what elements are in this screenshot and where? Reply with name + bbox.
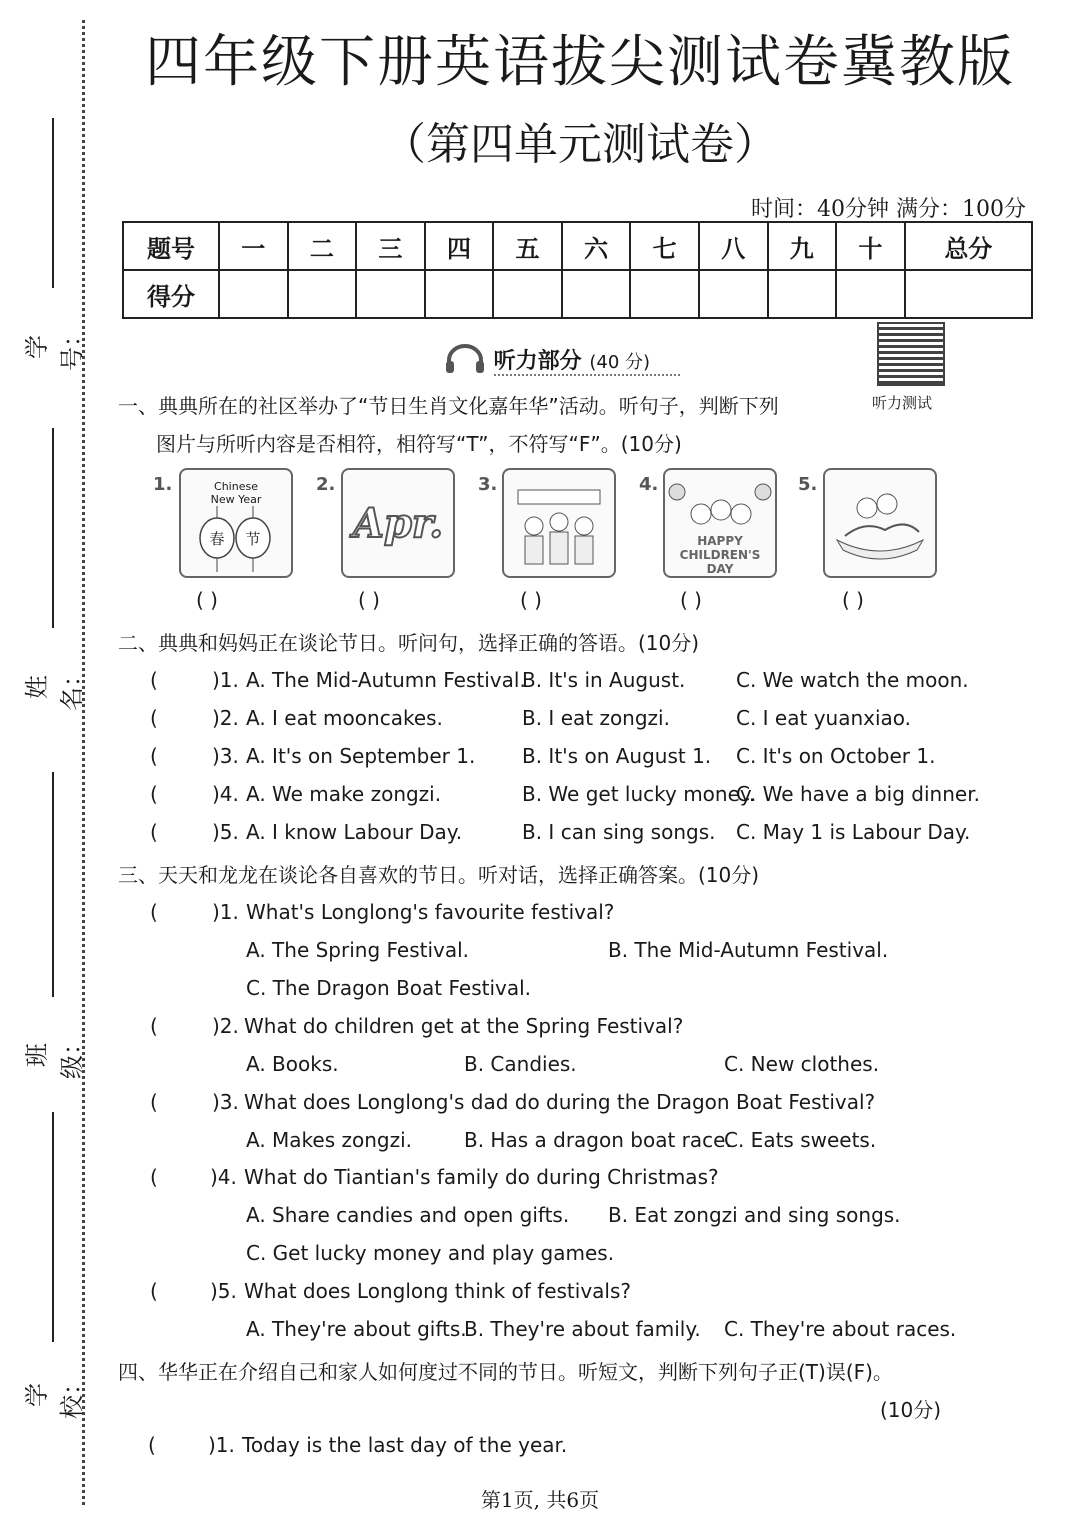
score-header-cell: 总分	[905, 222, 1032, 270]
question-text: What does Longlong's dad do during the Dragon Boat Festival?	[244, 1090, 876, 1114]
question-number: )4.	[212, 782, 239, 806]
option-b: B. They're about family.	[464, 1317, 701, 1341]
score-cell[interactable]	[356, 270, 425, 318]
question-number: )1.	[208, 1433, 235, 1457]
score-cell[interactable]	[493, 270, 562, 318]
answer-blank[interactable]: (	[150, 1165, 158, 1189]
score-header-cell: 一	[219, 222, 288, 270]
listening-title: 听力部分	[493, 349, 582, 374]
score-table	[122, 221, 1033, 319]
answer-blank[interactable]: (	[150, 1014, 158, 1038]
picture-caption: HAPPY CHILDREN'S DAY	[679, 534, 761, 576]
picture-number: 5.	[798, 474, 818, 495]
lantern-char: 节	[245, 530, 261, 548]
score-header-cell: 十	[836, 222, 905, 270]
section4-points: (10分)	[880, 1398, 942, 1422]
score-cell[interactable]	[288, 270, 357, 318]
answer-blank[interactable]: (	[150, 782, 158, 806]
option-c: C. New clothes.	[724, 1052, 880, 1076]
picture-number: 3.	[478, 474, 498, 495]
option-a: A. Books.	[246, 1052, 339, 1076]
option-c: C. I eat yuanxiao.	[736, 706, 912, 730]
picture-dragon-boat	[823, 468, 937, 578]
time-info: 时间：40分钟 满分：100分	[751, 197, 1026, 222]
binding-dotted-line	[82, 20, 85, 1505]
option-b: B. Eat zongzi and sing songs.	[608, 1203, 901, 1227]
picture-caption: Chinese New Year	[210, 480, 262, 506]
student-id-blank[interactable]	[52, 118, 54, 288]
score-cell[interactable]	[219, 270, 288, 318]
listening-points: (40 分)	[589, 352, 651, 373]
score-header-cell: 六	[562, 222, 631, 270]
section1-heading-line1: 一、典典所在的社区举办了“节日生肖文化嘉年华”活动。听句子，判断下列	[118, 394, 779, 418]
question-number: )2.	[212, 1014, 239, 1038]
answer-blank[interactable]: (	[150, 820, 158, 844]
score-cell[interactable]	[425, 270, 494, 318]
option-a: A. It's on September 1.	[246, 744, 476, 768]
answer-blank[interactable]: ( )	[680, 588, 702, 612]
score-header-cell: 五	[493, 222, 562, 270]
option-c: C. We watch the moon.	[736, 668, 969, 692]
answer-blank[interactable]: (	[150, 1279, 158, 1303]
question-text: What do Tiantian's family do during Christmas?	[244, 1165, 719, 1189]
school-blank[interactable]	[52, 1112, 54, 1342]
class-blank[interactable]	[52, 772, 54, 997]
option-c: C. Get lucky money and play games.	[246, 1241, 615, 1265]
picture-caption: Apr.	[352, 499, 444, 547]
section2-heading: 二、典典和妈妈正在谈论节日。听问句，选择正确的答语。(10分)	[118, 631, 700, 655]
lantern-char: 春	[209, 530, 225, 548]
answer-blank[interactable]: (	[150, 900, 158, 924]
answer-blank[interactable]: ( )	[196, 588, 218, 612]
option-c: C. Eats sweets.	[724, 1128, 877, 1152]
listening-underline	[494, 374, 680, 376]
picture-number: 1.	[153, 474, 173, 495]
option-a: A. We make zongzi.	[246, 782, 442, 806]
option-b: B. We get lucky money.	[522, 782, 756, 806]
option-a: A. The Spring Festival.	[246, 938, 470, 962]
section4-heading: 四、华华正在介绍自己和家人如何度过不同的节日。听短文，判断下列句子正(T)误(F)。	[118, 1360, 893, 1384]
answer-blank[interactable]: (	[150, 706, 158, 730]
question-text: What do children get at the Spring Festival?	[244, 1014, 684, 1038]
section1-heading-line2: 图片与所听内容是否相符，相符写“T”，不符写“F”。(10分)	[156, 432, 682, 456]
option-a: A. I know Labour Day.	[246, 820, 463, 844]
option-c: C. The Dragon Boat Festival.	[246, 976, 532, 1000]
score-cell[interactable]	[768, 270, 837, 318]
question-number: )1.	[212, 668, 239, 692]
answer-blank[interactable]: ( )	[520, 588, 542, 612]
dragon-boat-icon	[825, 470, 935, 576]
page-footer: 第1页, 共6页	[480, 1488, 600, 1512]
name-blank[interactable]	[52, 428, 54, 628]
answer-blank[interactable]: ( )	[358, 588, 380, 612]
picture-number: 2.	[316, 474, 336, 495]
answer-blank[interactable]: (	[150, 668, 158, 692]
score-header-cell: 八	[699, 222, 768, 270]
answer-blank[interactable]: ( )	[842, 588, 864, 612]
picture-childrens-day	[663, 468, 777, 578]
score-cell[interactable]	[836, 270, 905, 318]
question-number: )5.	[210, 1279, 237, 1303]
name-label: 姓名：	[23, 663, 86, 711]
option-b: B. The Mid-Autumn Festival.	[608, 938, 889, 962]
score-cell[interactable]	[630, 270, 699, 318]
answer-blank[interactable]: (	[148, 1433, 156, 1457]
option-b: B. It's on August 1.	[522, 744, 712, 768]
picture-labour-day-workers	[502, 468, 616, 578]
balloons-children-icon	[665, 470, 775, 530]
option-b: B. Candies.	[464, 1052, 577, 1076]
listening-heading	[444, 344, 650, 375]
answer-blank[interactable]: (	[150, 744, 158, 768]
score-cell[interactable]	[905, 270, 1032, 318]
option-a: A. I eat mooncakes.	[246, 706, 443, 730]
score-header-cell: 四	[425, 222, 494, 270]
lantern-icon	[181, 506, 291, 574]
score-row-label: 得分	[123, 270, 219, 318]
question-number: )4.	[210, 1165, 237, 1189]
qr-code-icon[interactable]	[877, 322, 945, 386]
question-number: )5.	[212, 820, 239, 844]
question-text: What's Longlong's favourite festival?	[246, 900, 615, 924]
page-title: 四年级下册英语拔尖测试卷冀教版	[145, 30, 1015, 95]
score-header-cell: 七	[630, 222, 699, 270]
school-label: 学校：	[23, 1371, 86, 1419]
question-number: )1.	[212, 900, 239, 924]
option-c: C. We have a big dinner.	[736, 782, 980, 806]
answer-blank[interactable]: (	[150, 1090, 158, 1114]
picture-number: 4.	[639, 474, 659, 495]
option-a: A. They're about gifts.	[246, 1317, 467, 1341]
score-header-cell: 九	[768, 222, 837, 270]
section3-heading: 三、天天和龙龙在谈论各自喜欢的节日。听对话，选择正确答案。(10分)	[118, 863, 760, 887]
score-cell[interactable]	[562, 270, 631, 318]
option-b: B. It's in August.	[522, 668, 686, 692]
score-header-cell: 二	[288, 222, 357, 270]
score-table-header-row	[123, 222, 1032, 270]
question-number: )3.	[212, 1090, 239, 1114]
score-table-score-row	[123, 270, 1032, 318]
option-c: C. They're about races.	[724, 1317, 957, 1341]
question-number: )2.	[212, 706, 239, 730]
option-b: B. I eat zongzi.	[522, 706, 670, 730]
score-header-cell: 三	[356, 222, 425, 270]
headphones-icon	[444, 344, 486, 374]
option-a: A. Share candies and open gifts.	[246, 1203, 570, 1227]
class-label: 班级：	[23, 1031, 86, 1079]
option-b: B. Has a dragon boat race.	[464, 1128, 732, 1152]
option-c: C. May 1 is Labour Day.	[736, 820, 971, 844]
option-c: C. It's on October 1.	[736, 744, 936, 768]
question-text: What does Longlong think of festivals?	[244, 1279, 632, 1303]
page-subtitle: （第四单元测试卷）	[382, 119, 778, 170]
option-b: B. I can sing songs.	[522, 820, 716, 844]
score-cell[interactable]	[699, 270, 768, 318]
picture-april	[341, 468, 455, 578]
workers-illustration-icon	[504, 470, 614, 576]
picture-chinese-new-year	[179, 468, 293, 578]
question-number: )3.	[212, 744, 239, 768]
question-text: Today is the last day of the year.	[242, 1433, 568, 1457]
option-a: A. Makes zongzi.	[246, 1128, 413, 1152]
score-header-cell: 题号	[123, 222, 219, 270]
option-a: A. The Mid-Autumn Festival.	[246, 668, 526, 692]
qr-label: 听力测试	[872, 394, 933, 412]
student-id-label: 学号：	[23, 323, 86, 371]
